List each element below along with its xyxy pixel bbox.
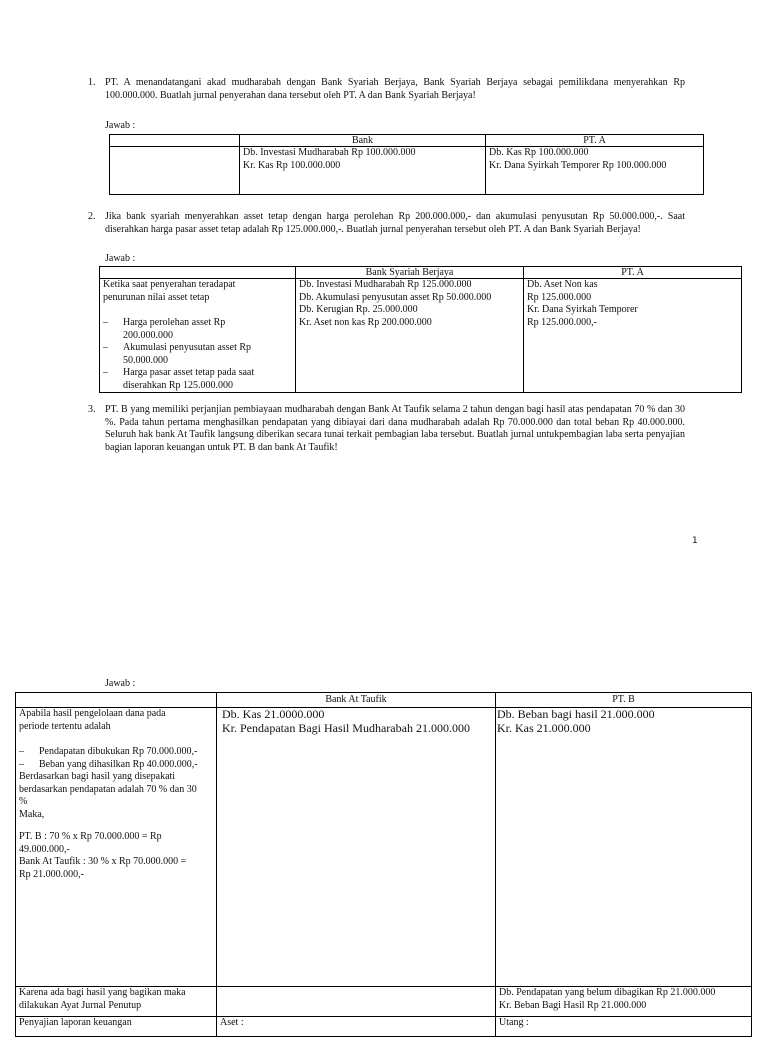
description-text: Maka, <box>19 808 45 820</box>
journal-line: Db. Investasi Mudharabah Rp 100.000.000 <box>243 147 416 158</box>
journal-line: Rp 125.000.000,- <box>527 316 597 328</box>
header-bank: Bank Syariah Berjaya <box>296 267 524 279</box>
description-text: Berdasarkan bagi hasil yang disepakati berdasarkan pendapatan adalah 70 % dan 30 % <box>19 771 197 807</box>
list-item: – Akumulasi penyusutan asset Rp 50.000.000 <box>103 342 275 367</box>
journal-line: Db. Aset Non kas <box>527 279 598 290</box>
jawab-label: Jawab : <box>105 253 136 264</box>
journal-line: Db. Kerugian Rp. 25.000.000 <box>299 304 418 315</box>
question-number: 1. <box>88 77 96 88</box>
list-item: – Harga perolehan asset Rp 200.000.000 <box>103 317 275 342</box>
header-empty <box>16 693 217 708</box>
cell-pt-a-journal <box>486 147 704 195</box>
list-item: – Pendapatan dibukukan Rp 70.000.000,- <box>19 746 198 759</box>
journal-line: Db. Investasi Mudharabah Rp 125.000.000 <box>299 279 472 290</box>
cell-report-description: Penyajian laporan keuangan <box>16 1017 217 1037</box>
cell-bank-journal <box>240 147 486 195</box>
cell-pt-a-journal <box>524 279 742 393</box>
jawab-label: Jawab : <box>105 120 136 131</box>
journal-line: Kr. Beban Bagi Hasil Rp 21.000.000 <box>499 999 647 1011</box>
list-item: – Harga pasar asset tetap pada saat diserahkan Rp 125.000.000 <box>103 367 275 392</box>
question-text: Jika bank syariah menyerahkan asset tetap dengan harga perolehan Rp 200.000.000,- dan akumulasi penyusutan Rp 50.000.000,-. Saat diserahkan harga pasar asset tetap adalah Rp 125.000.000,-. Buatlah jurnal penyerahan tersebut oleh PT. A dan Bank Syariah Berjaya! <box>105 211 685 235</box>
cell-closing-description: Karena ada bagi hasil yang bagikan maka dilakukan Ayat Jurnal Penutup <box>16 987 217 1017</box>
journal-line: Kr. Aset non kas Rp 200.000.000 <box>299 316 432 328</box>
cell-description <box>16 708 217 987</box>
cell-pt-b-journal <box>496 708 752 987</box>
description-intro: Apabila hasil pengelolaan dana pada periode tertentu adalah <box>19 708 166 732</box>
journal-line: Db. Pendapatan yang belum dibagikan Rp 21.000.000 <box>499 987 716 998</box>
journal-table-q3 <box>15 692 752 1037</box>
question-number: 2. <box>88 211 96 222</box>
journal-line: Kr. Kas 21.000.000 <box>497 720 591 735</box>
journal-line: Db. Kas Rp 100.000.000 <box>489 147 589 158</box>
list-item: – Beban yang dihasilkan Rp 40.000.000,- <box>19 759 198 772</box>
description-list <box>19 746 198 771</box>
header-pt-a: PT. A <box>486 135 704 147</box>
cell-bank-closing <box>217 987 496 1017</box>
cell-bank-journal <box>296 279 524 393</box>
question-text: PT. A menandatangani akad mudharabah dengan Bank Syariah Berjaya, Bank Syariah Berjaya sebagai pemilikdana menyerahkan Rp 100.000.000. Buatlah jurnal penyerahan dana tersebut oleh PT. A dan Bank Syariah Berjaya! <box>105 77 685 101</box>
description-intro: Ketika saat penyerahan teradapat penurunan nilai asset tetap <box>103 279 236 303</box>
journal-line: Kr. Kas Rp 100.000.000 <box>243 159 341 171</box>
journal-line: Db. Akumulasi penyusutan asset Rp 50.000.000 <box>299 291 492 303</box>
journal-line: Kr. Pendapatan Bagi Hasil Mudharabah 21.000.000 <box>222 720 470 735</box>
question-number: 3. <box>88 404 96 415</box>
jawab-label: Jawab : <box>105 678 136 689</box>
header-empty <box>100 267 296 279</box>
header-bank: Bank <box>240 135 486 147</box>
description-text: PT. B : 70 % x Rp 70.000.000 = Rp 49.000.000,- <box>19 831 162 855</box>
header-empty <box>110 135 240 147</box>
journal-line: Rp 125.000.000 <box>527 291 592 303</box>
journal-line: Db. Kas 21.0000.000 <box>222 707 325 721</box>
journal-line: Kr. Dana Syirkah Temporer <box>527 304 638 315</box>
cell-description <box>110 147 240 195</box>
journal-table-q2 <box>99 266 742 393</box>
cell-description <box>100 279 296 393</box>
cell-bank-journal <box>217 708 496 987</box>
page-number: 1 <box>692 536 698 546</box>
description-text: Bank At Taufik : 30 % x Rp 70.000.000 = Rp 21.000.000,- <box>19 856 187 880</box>
cell-pt-b-report: Utang : <box>496 1017 752 1037</box>
journal-line: Db. Beban bagi hasil 21.000.000 <box>497 707 655 721</box>
cell-bank-report: Aset : <box>217 1017 496 1037</box>
description-list <box>103 317 275 392</box>
question-text: PT. B yang memiliki perjanjian pembiayaan mudharabah dengan Bank At Taufik selama 2 tahun dengan bagi hasil atas pendapatan 70 % dan 30 %. Pada tahun pertama menghasilkan pendapatan yang dibiayai dari dana mudharabah adalah Rp 70.000.000 dan total beban Rp 40.000.000. Seluruh hak bank At Taufik langsung diberikan secara tunai terkait pembagian laba tersebut. Buatlah jurnal untukpembagian laba serta penyajian bagian laporan keuangan untuk PT. B dan bank At Taufik! <box>105 404 685 453</box>
header-bank: Bank At Taufik <box>217 693 496 708</box>
header-pt-b: PT. B <box>496 693 752 708</box>
journal-table-q1 <box>109 134 704 195</box>
journal-line: Kr. Dana Syirkah Temporer Rp 100.000.000 <box>489 159 667 171</box>
cell-pt-b-closing <box>496 987 752 1017</box>
header-pt-a: PT. A <box>524 267 742 279</box>
